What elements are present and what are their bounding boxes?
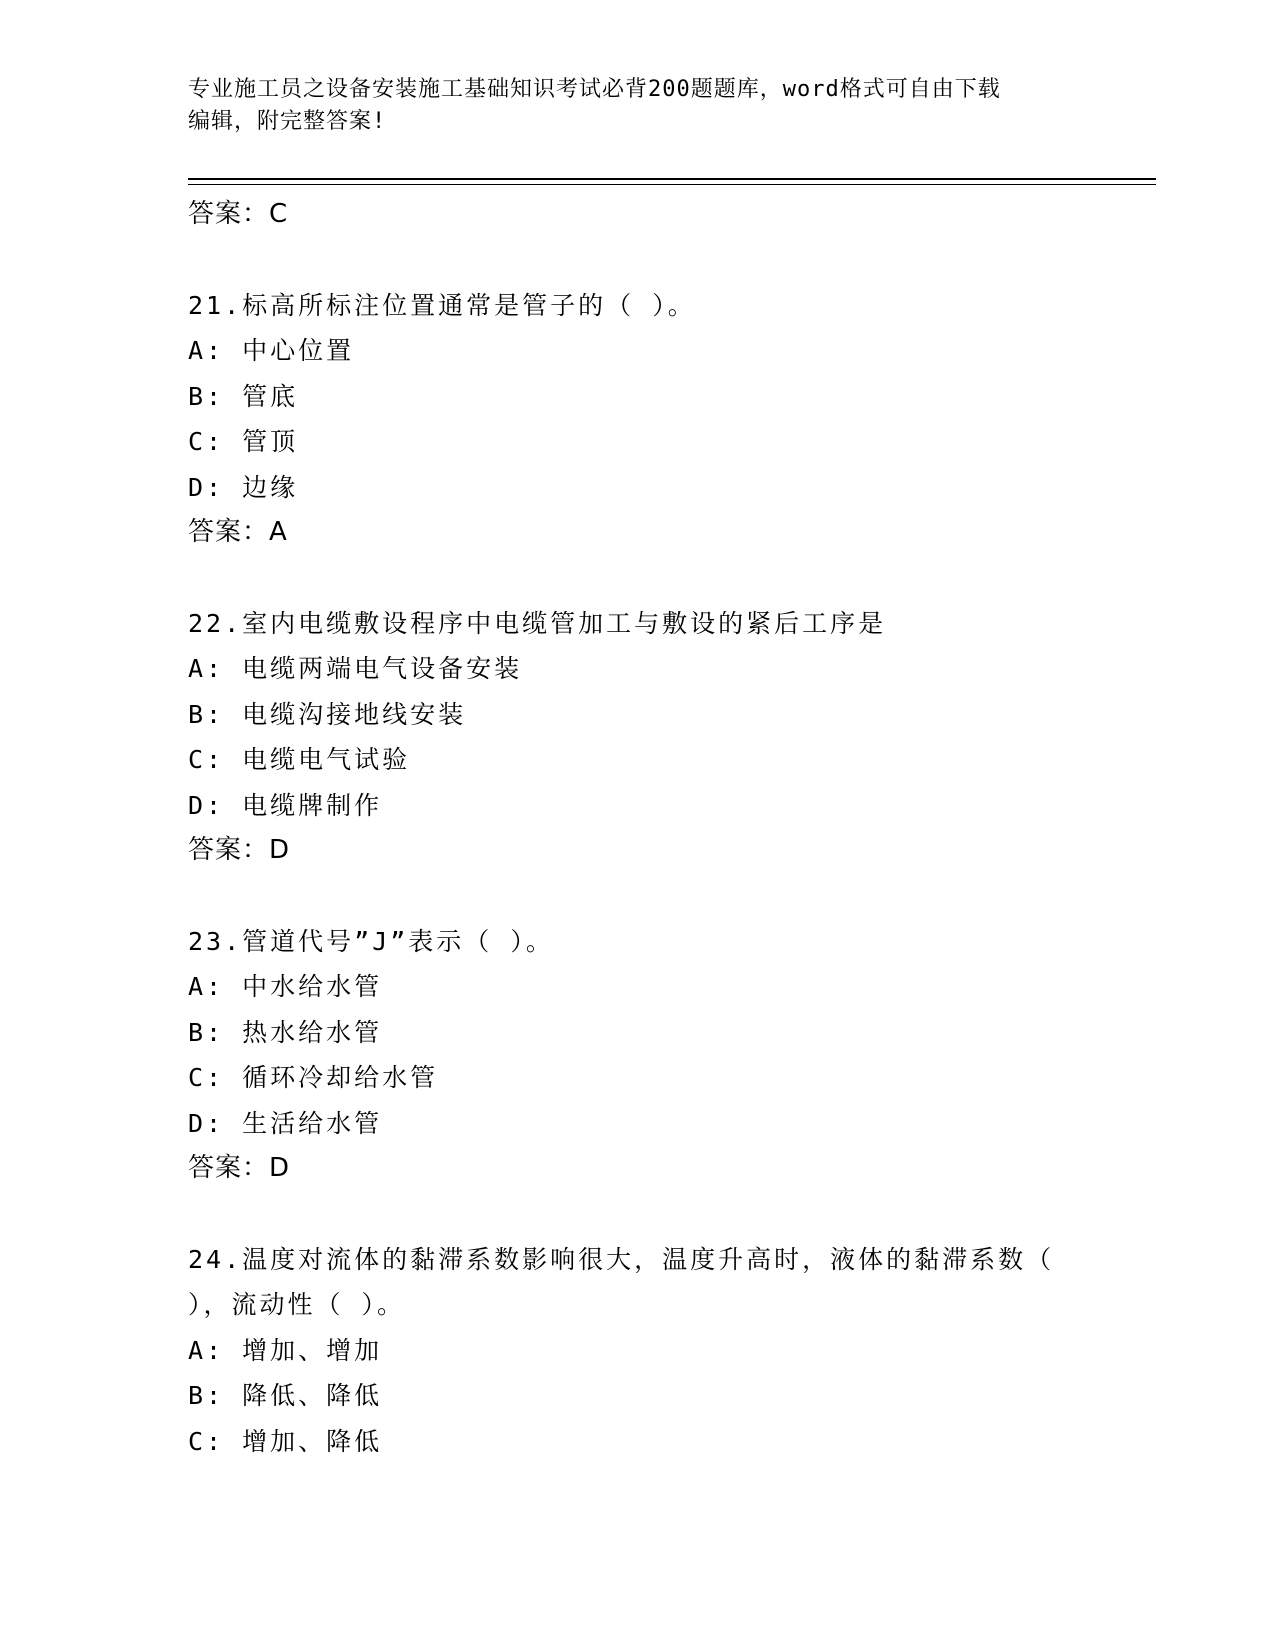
- question-text: 23.管道代号”J”表示（ ）。: [188, 926, 554, 956]
- option-c: C: 增加、降低: [188, 1426, 383, 1456]
- option-a: A: 中水给水管: [188, 972, 383, 1001]
- answer-line: 答案：D: [188, 835, 291, 865]
- question-text: 22.室内电缆敷设程序中电缆管加工与敷设的紧后工序是: [188, 608, 887, 638]
- question-text: 21.标高所标注位置通常是管子的（ ）。: [188, 290, 696, 320]
- spacer: [188, 874, 1088, 919]
- option-b: B: 电缆沟接地线安装: [188, 699, 467, 729]
- option-b: B: 降低、降低: [188, 1381, 383, 1410]
- option-c: C: 管顶: [188, 427, 299, 456]
- option-d: D: 电缆牌制作: [188, 790, 383, 820]
- question-text-line-1: 24.温度对流体的黏滞系数影响很大，温度升高时，液体的黏滞系数（: [188, 1244, 1055, 1274]
- option-c: C: 循环冷却给水管: [188, 1063, 439, 1092]
- header-line-2: 编辑，附完整答案!: [188, 109, 387, 134]
- spacer: [188, 1192, 1088, 1237]
- question-22: [188, 601, 1088, 874]
- option-a: A: 中心位置: [188, 336, 355, 365]
- option-b: B: 管底: [188, 381, 299, 411]
- header-line-1: 专业施工员之设备安装施工基础知识考试必背200题题库，word格式可自由下载: [188, 77, 1001, 102]
- question-text-line-2: ），流动性（ ）。: [188, 1290, 406, 1319]
- option-a: A: 电缆两端电气设备安装: [188, 654, 523, 683]
- question-21: [188, 283, 1088, 556]
- answer-line: 答案：A: [188, 517, 288, 547]
- document-header: [188, 74, 1068, 138]
- header-divider-thick: [188, 178, 1156, 180]
- answer-line: 答案：C: [188, 199, 289, 229]
- answer-line: 答案：D: [188, 1153, 291, 1183]
- option-b: B: 热水给水管: [188, 1017, 383, 1047]
- question-list: [188, 192, 1088, 1464]
- option-d: D: 生活给水管: [188, 1108, 383, 1138]
- question-24: [188, 1237, 1088, 1465]
- option-a: A: 增加、增加: [188, 1335, 383, 1365]
- header-divider-thin: [188, 184, 1156, 185]
- question-23: [188, 919, 1088, 1192]
- option-c: C: 电缆电气试验: [188, 745, 411, 774]
- spacer: [188, 238, 1088, 283]
- option-d: D: 边缘: [188, 472, 299, 502]
- spacer: [188, 556, 1088, 601]
